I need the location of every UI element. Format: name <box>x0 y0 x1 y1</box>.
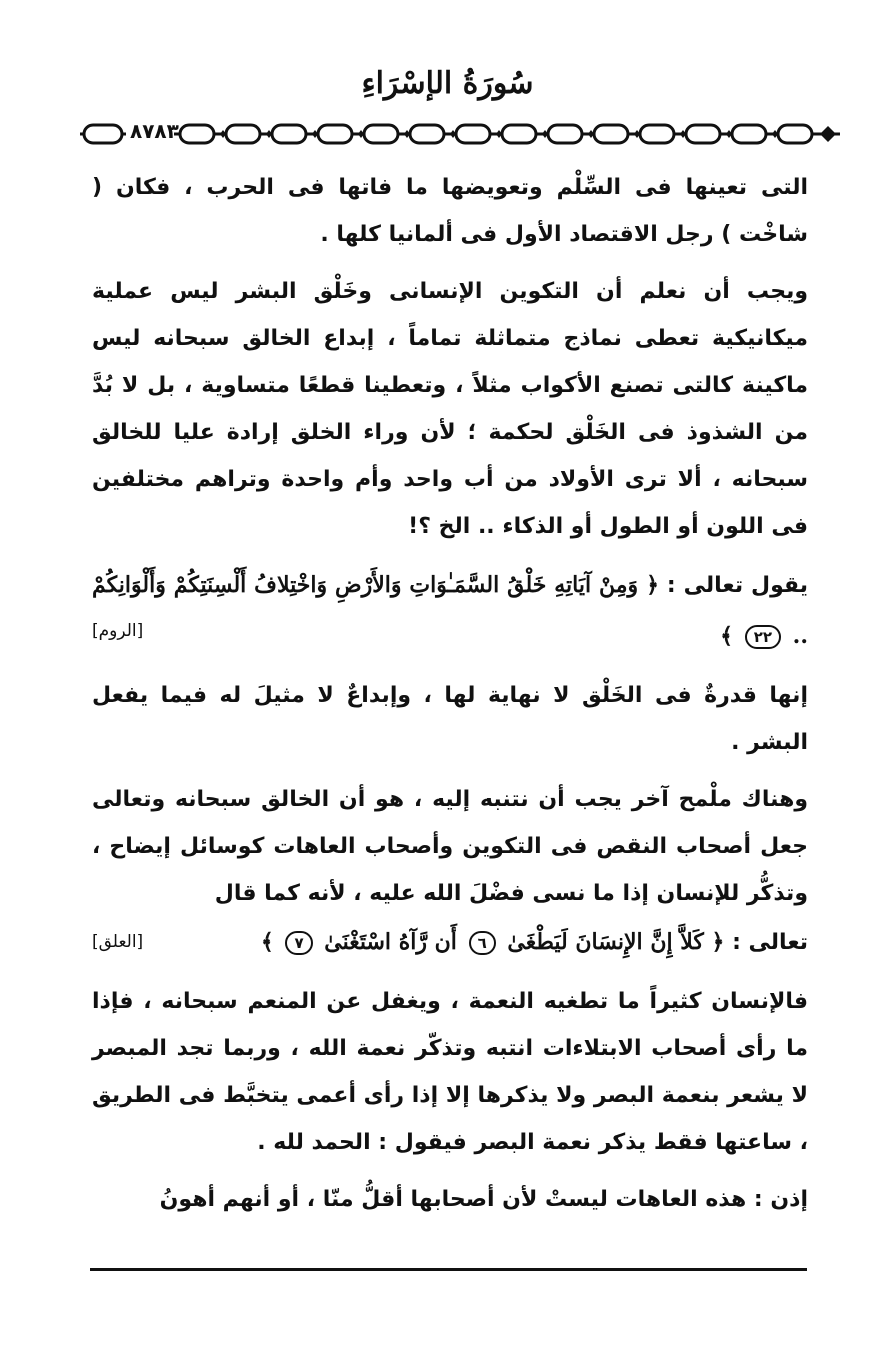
verse-text: أَن رَّآهُ اسْتَغْنَىٰ <box>324 929 457 955</box>
verse-open-bracket: ﴿ <box>711 930 725 955</box>
verse-close-bracket: ﴾ <box>720 624 734 649</box>
surah-reference: [الروم] <box>92 621 144 641</box>
paragraph-4: وهناك ملْمح آخر يجب أن نتنبه إليه ، هو أن الخالق سبحانه وتعالى جعل أصحاب النقص فى التكوين وأصحاب العاهات كوسائل إيضاح ، وتذكُّر للإنسان إذا ما نسى فضْلَ الله عليه ، لأنه كما قال <box>92 787 808 906</box>
ayah-number-marker: ٧ <box>285 931 312 955</box>
paragraph-5: فالإنسان كثيراً ما تطغيه النعمة ، ويغفل عن المنعم سبحانه ، فإذا ما رأى أصحاب الابتلاءات انتبه وتذكّر نعمة الله ، وربما تجد المبصر لا يشعر بنعمة البصر ولا يذكرها إلا إذا رأى أعمى يتخبَّط فى الطريق ، ساعتها فقط يذكر نعمة البصر فيقول : الحمد لله . <box>92 989 808 1155</box>
paragraph-2: ويجب أن نعلم أن التكوين الإنسانى وخَلْق البشر ليس عملية ميكانيكية تعطى نماذج متماثلة تماماً ، إبداع الخالق سبحانه ليس ماكينة كالتى تصنع الأكواب مثلاً ، وتعطينا قطعًا متساوية ، بل لا بُدَّ من الشذوذ فى الخَلْق لحكمة ؛ لأن وراء الخلق إرادة عليا للخالق سبحانه ، ألا ترى الأولاد من أب واحد وأم واحدة وتراهم مختلفين فى اللون أو الطول أو الذكاء .. الخ ؟! <box>92 279 808 539</box>
paragraph-3: إنها قدرةٌ فى الخَلْق لا نهاية لها ، وإبداعٌ لا مثيلَ له فيما يفعل البشر . <box>92 683 808 755</box>
header-ornament-divider <box>80 120 840 148</box>
paragraph-6: إذن : هذه العاهات ليستْ لأن أصحابها أقلُّ منّا ، أو أنهم أهونُ <box>159 1187 808 1212</box>
verse-text: وَمِنْ آيَاتِهِ خَلْقُ السَّمَـٰوَاتِ وَالأَرْضِ وَاخْتِلافُ أَلْسِنَتِكُمْ وَأَلْوَانِكُمْ .. <box>92 572 808 649</box>
verse-al-alaq <box>92 917 808 968</box>
verse-text: كَلاَّ إِنَّ الإِنسَانَ لَيَطْغَىٰ <box>507 929 704 955</box>
ayah-number-marker: ٦ <box>469 931 496 955</box>
page-number: ٨٧٨٣ <box>130 119 179 143</box>
surah-reference: [العلق] <box>92 932 144 952</box>
surah-title: سُورَةُ الإسْرَاءِ <box>361 66 534 101</box>
paragraph-1: التى تعينها فى السِّلْم وتعويضها ما فاتها فى الحرب ، فكان ( شاخْت ) رجل الاقتصاد الأول فى ألمانيا كلها . <box>92 175 808 247</box>
verse-intro: تعالى : <box>732 930 808 955</box>
ayah-number-marker: ٢٢ <box>745 625 781 649</box>
footer-rule <box>90 1268 807 1271</box>
verse-intro: يقول تعالى : <box>666 573 808 598</box>
verse-ar-rum <box>92 560 808 662</box>
verse-close-bracket: ﴾ <box>260 930 274 955</box>
verse-open-bracket: ﴿ <box>646 573 659 598</box>
page-body <box>92 164 808 1223</box>
